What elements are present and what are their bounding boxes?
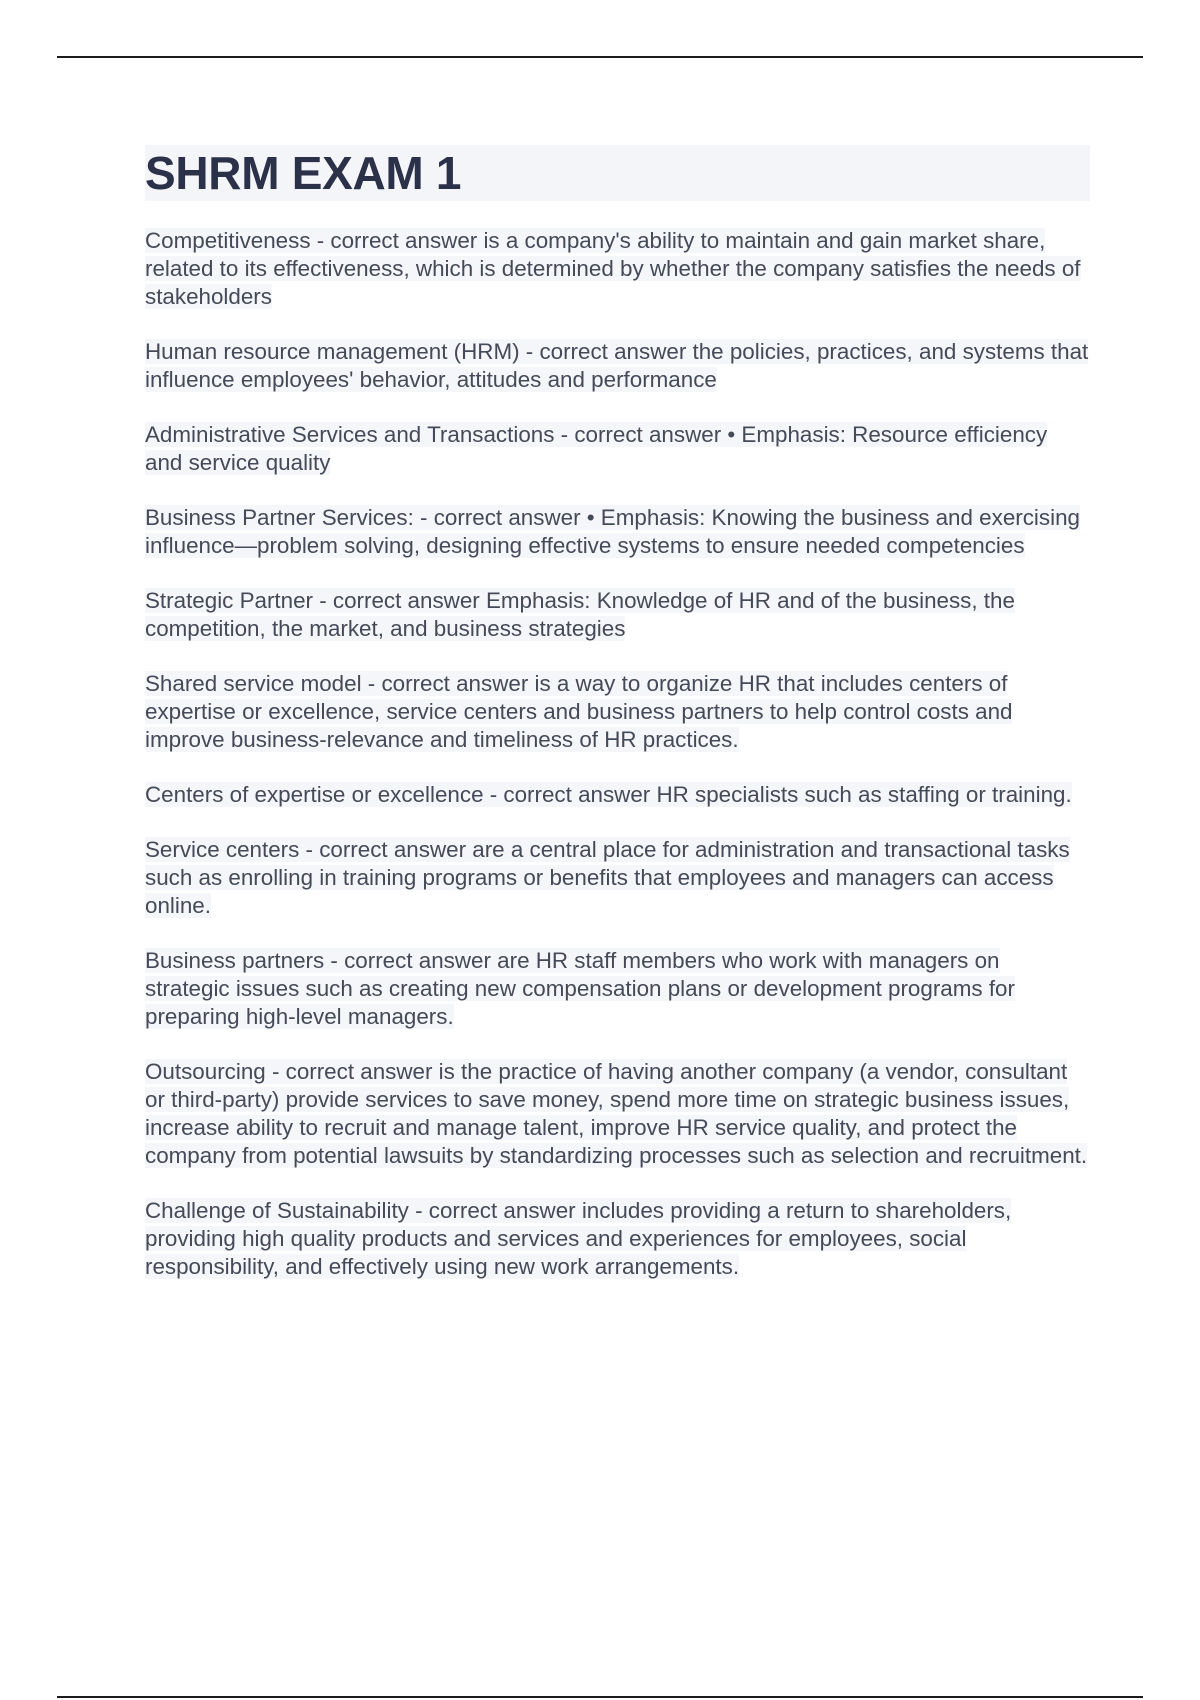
entry-text: Competitiveness - correct answer is a company's ability to maintain and gain market share, related to its effectiveness, which is determined by whether the company satisfies the needs of stakeholders xyxy=(145,228,1081,309)
entry-text: Challenge of Sustainability - correct answer includes providing a return to shareholders, providing high quality products and services and experiences for employees, social responsibility, and effectively using new work arrangements. xyxy=(145,1198,1012,1279)
entry-text: Shared service model - correct answer is a way to organize HR that includes centers of expertise or excellence, service centers and business partners to help control costs and improve business-relevance and timeliness of HR practices. xyxy=(145,671,1013,752)
entry-text: Business Partner Services: - correct answer • Emphasis: Knowing the business and exercising influence—problem solving, designing effective systems to ensure needed competencies xyxy=(145,505,1080,558)
title-band xyxy=(145,145,1090,201)
document-body xyxy=(145,145,1090,1308)
flashcard-entry xyxy=(145,1197,1090,1281)
entry-text: Strategic Partner - correct answer Emphasis: Knowledge of HR and of the business, the competition, the market, and business strategies xyxy=(145,588,1015,641)
entry-text: Outsourcing - correct answer is the practice of having another company (a vendor, consultant or third-party) provide services to save money, spend more time on strategic business issues, increase ability to recruit and manage talent, improve HR service quality, and protect the company from potential lawsuits by standardizing processes such as selection and recruitment. xyxy=(145,1059,1088,1168)
entry-text: Centers of expertise or excellence - correct answer HR specialists such as staffing or training. xyxy=(145,782,1072,807)
header-rule xyxy=(57,56,1143,58)
flashcard-entry xyxy=(145,587,1090,643)
page-title: SHRM EXAM 1 xyxy=(145,147,462,199)
flashcard-entry xyxy=(145,338,1090,394)
entry-text: Service centers - correct answer are a central place for administration and transactional tasks such as enrolling in training programs or benefits that employees and managers can access online. xyxy=(145,837,1070,918)
flashcard-entry xyxy=(145,504,1090,560)
flashcard-entry xyxy=(145,781,1090,809)
entry-text: Administrative Services and Transactions - correct answer • Emphasis: Resource efficiency and service quality xyxy=(145,422,1048,475)
flashcard-entry xyxy=(145,670,1090,754)
flashcard-entry xyxy=(145,421,1090,477)
entry-text: Business partners - correct answer are HR staff members who work with managers on strategic issues such as creating new compensation plans or development programs for preparing high-level managers. xyxy=(145,948,1015,1029)
entry-text: Human resource management (HRM) - correct answer the policies, practices, and systems that influence employees' behavior, attitudes and performance xyxy=(145,339,1089,392)
flashcard-entry xyxy=(145,1058,1090,1170)
flashcard-entry xyxy=(145,947,1090,1031)
flashcard-entry xyxy=(145,836,1090,920)
footer-rule xyxy=(57,1696,1143,1698)
flashcard-entry xyxy=(145,227,1090,311)
